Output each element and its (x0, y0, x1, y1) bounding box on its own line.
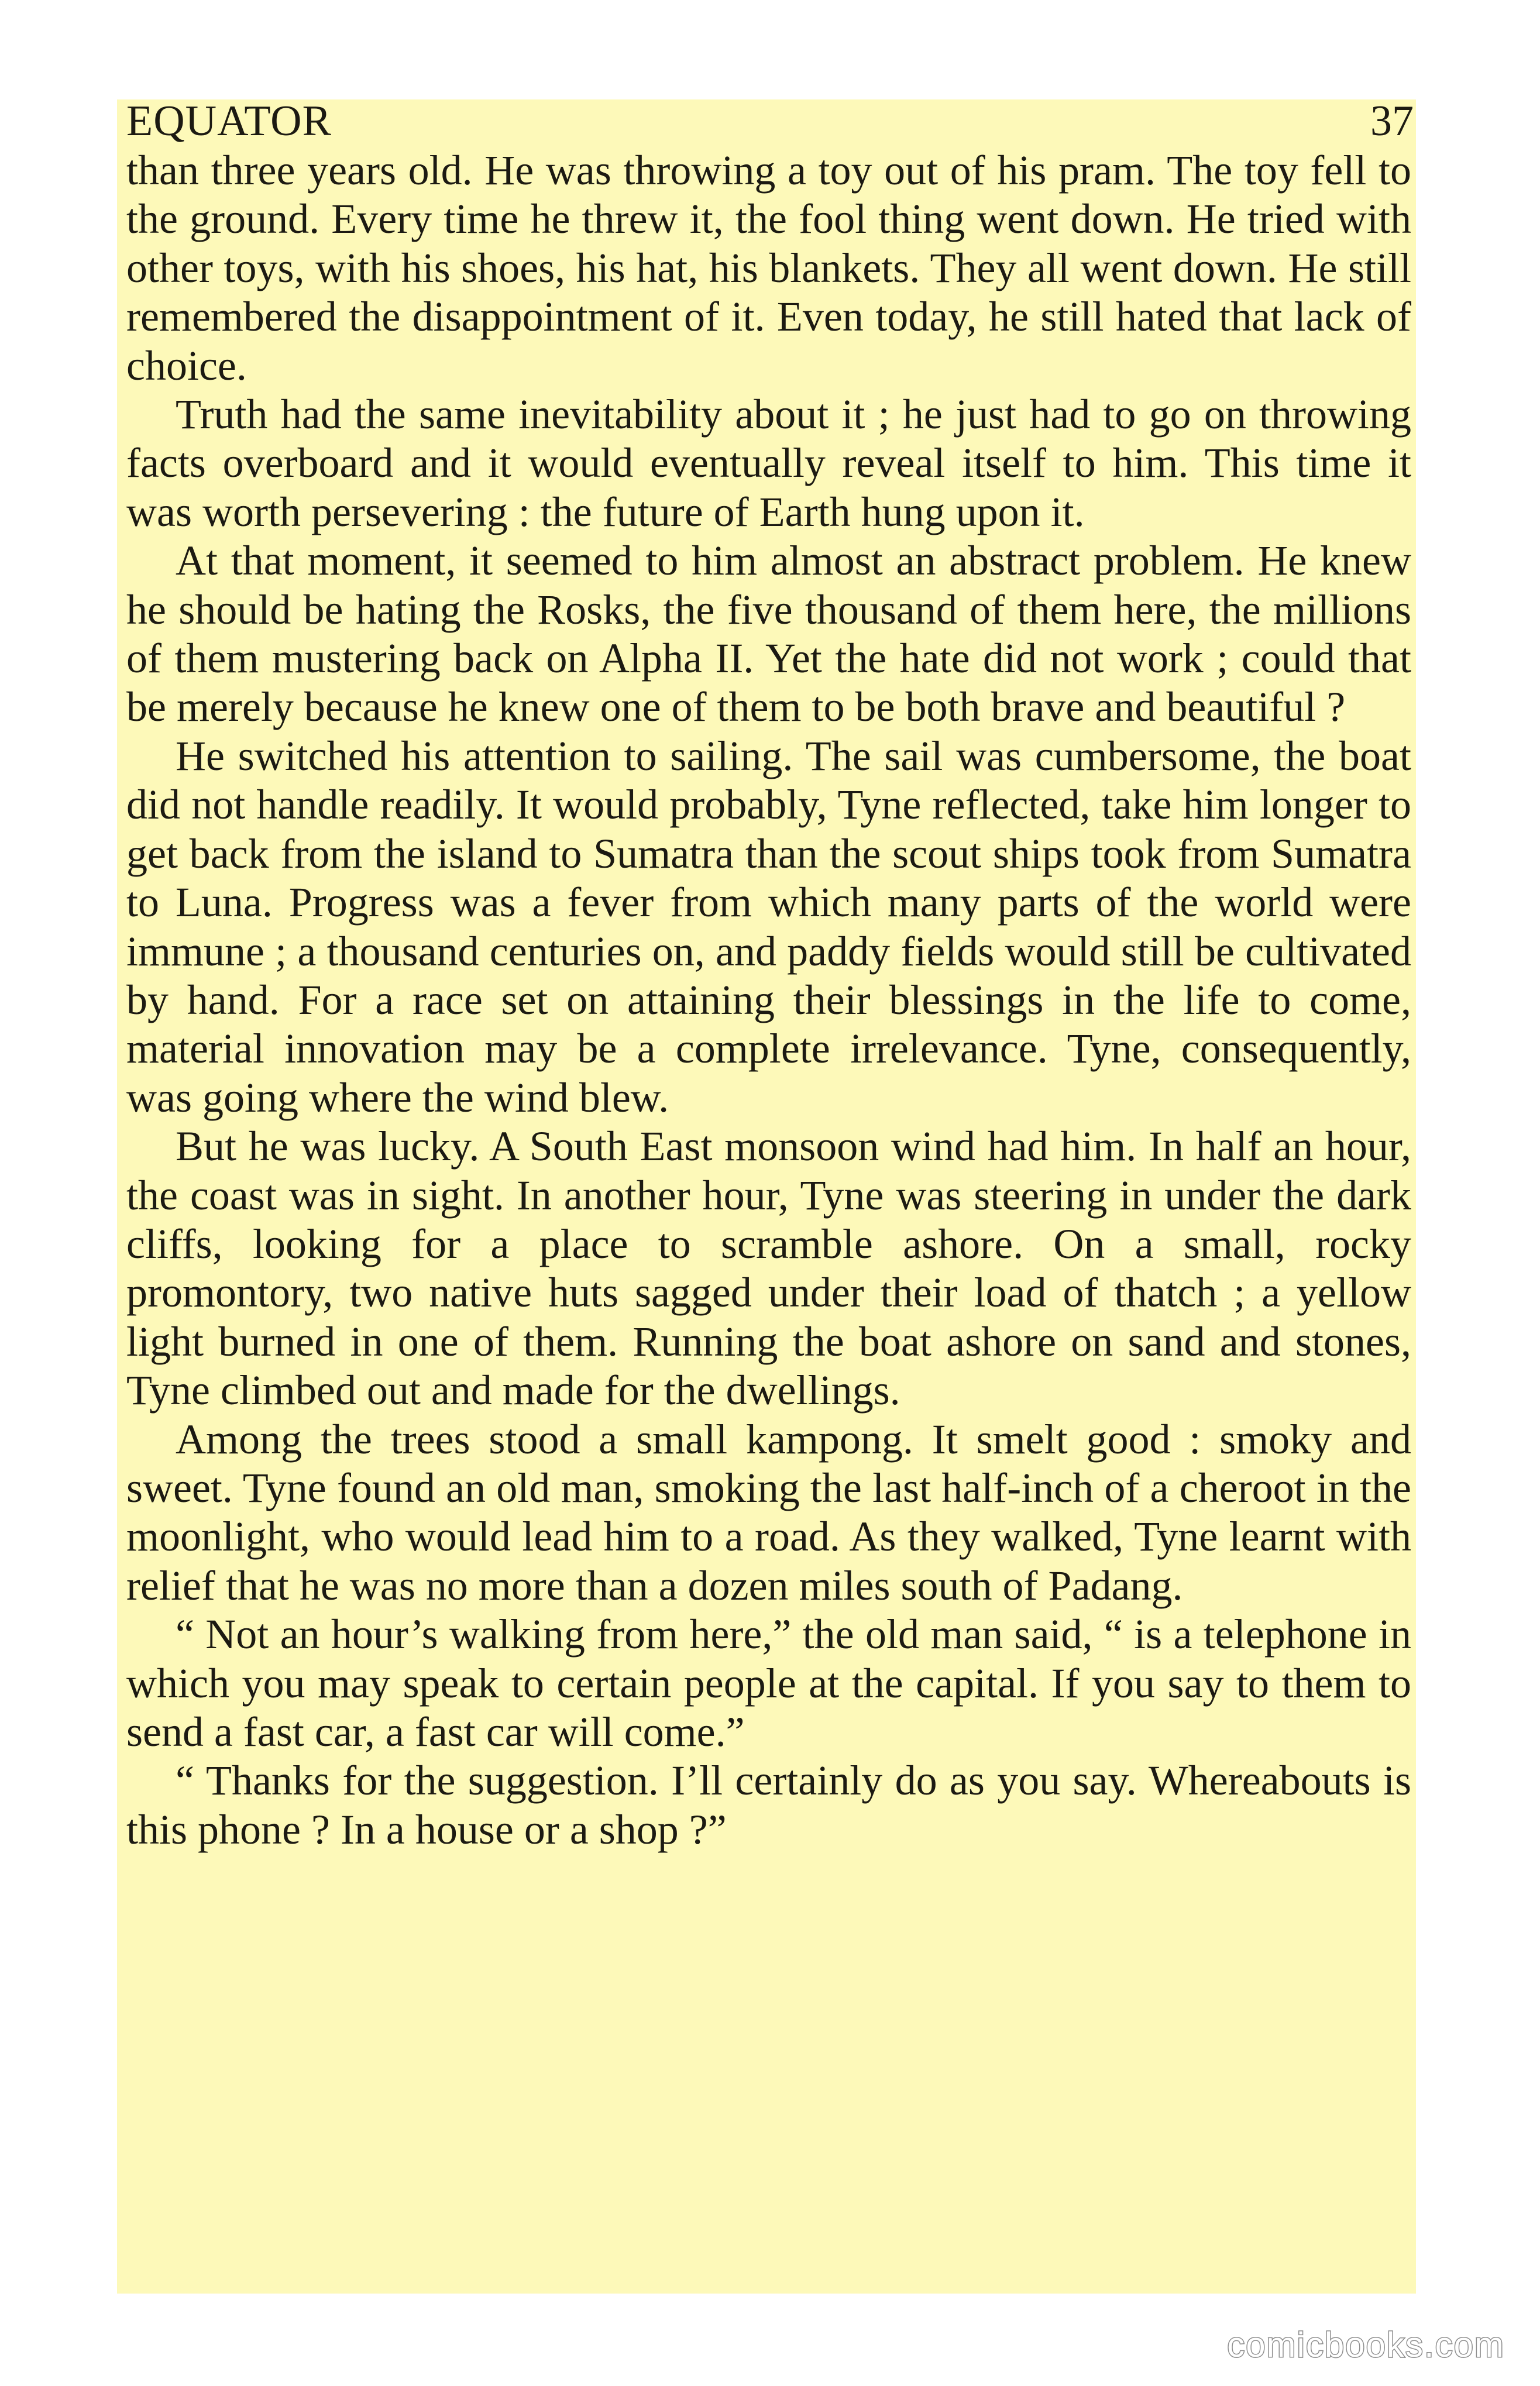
paragraph-2: Truth had the same inevitability about it ; he just had to go on throwing facts overboard and it would eventually reveal itself to him. This time it was worth persevering : the future of Earth hung upon it. (126, 391, 1411, 535)
paragraph-4: He switched his attention to sailing. The sail was cumbersome, the boat did not handle readily. It would probably, Tyne reflected, take him longer to get back from the island to Sumatra than the scout ships took from Sumatra to Luna. Progress was a fever from which many parts of the world were immune ; a thousand centuries on, and paddy fields would still be cultivated by hand. For a race set on attaining their blessings in the life to come, material innovation may be a complete irrelevance. Tyne, consequently, was going where the wind blew. (126, 732, 1411, 1121)
paragraph-1: than three years old. He was throwing a toy out of his pram. The toy fell to the ground. Every time he threw it, the fool thing went down. He tried with other toys, with his shoes, his hat, his blankets. They all went down. He still remembered the disappointment of it. Even today, he still hated that lack of choice. (126, 147, 1411, 389)
watermark: comicbooks.com (1227, 2325, 1505, 2364)
paragraph-7: “ Not an hour’s walking from here,” the old man said, “ is a telephone in which you may speak to certain people at the capital. If you say to them to send a fast car, a fast car will come.” (126, 1611, 1411, 1755)
running-header (126, 95, 1414, 147)
page-number: 37 (1370, 97, 1414, 145)
paragraph-5: But he was lucky. A South East monsoon wind had him. In half an hour, the coast was in sight. In another hour, Tyne was steering in under the dark cliffs, looking for a place to scramble ashore. On a small, rocky promontory, two native huts sagged under their load of thatch ; a yellow light burned in one of them. Running the boat ashore on sand and stones, Tyne climbed out and made for the dwellings. (126, 1123, 1411, 1414)
paragraph-8: “ Thanks for the suggestion. I’ll certainly do as you say. Whereabouts is this phone ? In a house or a shop ?” (126, 1757, 1411, 1853)
chapter-title: EQUATOR (126, 97, 332, 145)
paragraph-3: At that moment, it seemed to him almost an abstract problem. He knew he should be hating the Rosks, the five thousand of them here, the millions of them mustering back on Alpha II. Yet the hate did not work ; could that be merely because he knew one of them to be both brave and beautiful ? (126, 537, 1411, 731)
paragraph-6: Among the trees stood a small kampong. It smelt good : smoky and sweet. Tyne found an old man, smoking the last half-inch of a cheroot in the moonlight, who would lead him to a road. As they walked, Tyne learnt with relief that he was no more than a dozen miles south of Padang. (126, 1415, 1411, 1609)
body-text (126, 146, 1411, 1854)
